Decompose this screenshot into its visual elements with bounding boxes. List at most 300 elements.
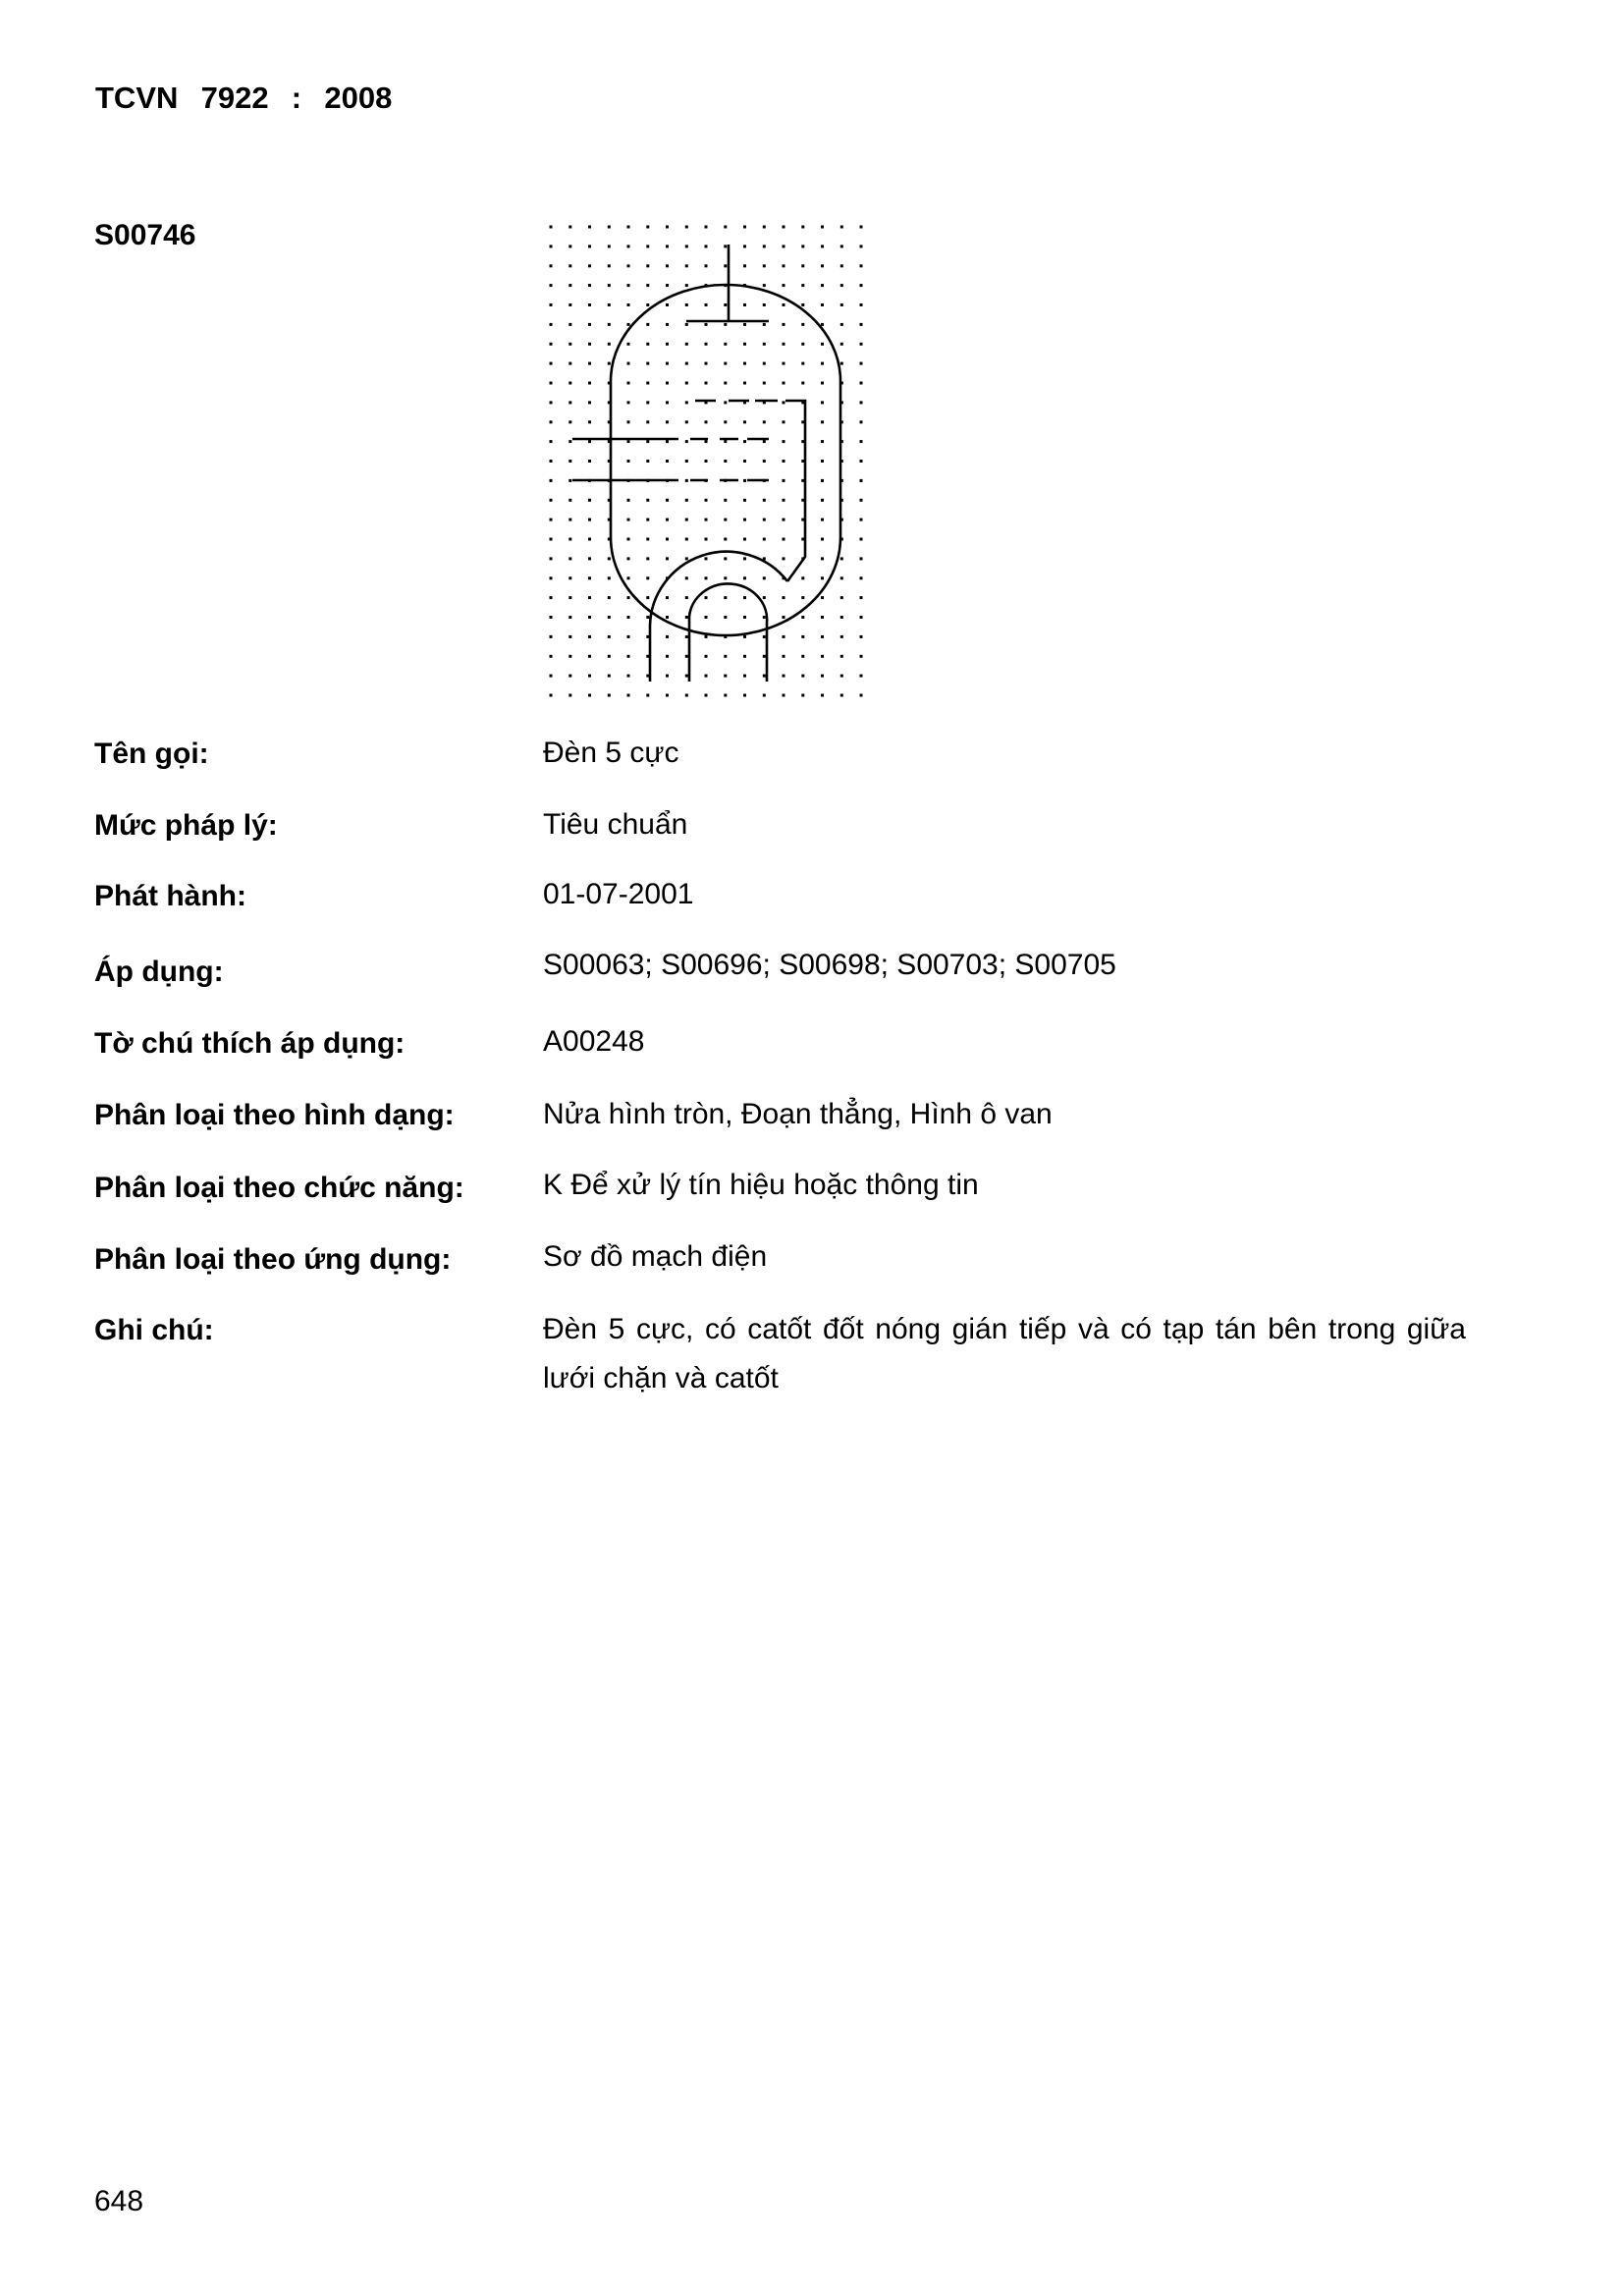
grid-dot <box>743 479 746 482</box>
grid-dot <box>666 420 669 423</box>
grid-dot <box>724 576 727 579</box>
grid-dot <box>608 245 611 247</box>
grid-dot <box>743 675 746 678</box>
grid-dot <box>608 264 611 267</box>
grid-dot <box>724 382 727 385</box>
grid-dot <box>705 323 708 326</box>
grid-dot <box>627 401 630 404</box>
grid-dot <box>666 226 669 229</box>
grid-dot <box>860 538 863 541</box>
grid-dot <box>646 226 649 229</box>
grid-dot <box>685 519 688 521</box>
grid-dot <box>860 323 863 326</box>
grid-dot <box>646 323 649 326</box>
dot-grid <box>550 226 863 697</box>
grid-dot <box>666 382 669 385</box>
label-note: Ghi chú: <box>94 1314 214 1346</box>
grid-dot <box>685 557 688 560</box>
grid-dot <box>801 245 804 247</box>
grid-dot <box>627 616 630 619</box>
grid-dot <box>743 264 746 267</box>
grid-dot <box>550 460 553 463</box>
grid-dot <box>783 460 785 463</box>
value-note <box>543 1305 1466 1403</box>
grid-dot <box>724 499 727 502</box>
grid-dot <box>685 538 688 541</box>
grid-dot <box>646 303 649 306</box>
grid-dot <box>801 576 804 579</box>
grid-dot <box>860 675 863 678</box>
grid-dot <box>801 343 804 346</box>
grid-dot <box>705 616 708 619</box>
grid-dot <box>608 303 611 306</box>
grid-dot <box>840 616 843 619</box>
grid-dot <box>666 557 669 560</box>
grid-dot <box>743 420 746 423</box>
grid-dot <box>666 519 669 521</box>
grid-dot <box>783 519 785 521</box>
grid-dot <box>705 519 708 521</box>
grid-dot <box>860 635 863 638</box>
grid-dot <box>666 675 669 678</box>
grid-dot <box>685 576 688 579</box>
grid-dot <box>840 596 843 599</box>
grid-dot <box>821 343 824 346</box>
grid-dot <box>627 382 630 385</box>
grid-dot <box>568 519 571 521</box>
grid-dot <box>588 264 591 267</box>
grid-dot <box>666 362 669 365</box>
grid-dot <box>840 655 843 658</box>
grid-dot <box>860 303 863 306</box>
grid-dot <box>743 694 746 697</box>
grid-dot <box>550 694 553 697</box>
grid-dot <box>685 635 688 638</box>
grid-dot <box>821 245 824 247</box>
grid-dot <box>763 226 766 229</box>
grid-dot <box>568 576 571 579</box>
grid-dot <box>568 245 571 247</box>
grid-dot <box>783 264 785 267</box>
grid-dot <box>705 420 708 423</box>
grid-dot <box>666 245 669 247</box>
grid-dot <box>685 303 688 306</box>
grid-dot <box>705 655 708 658</box>
grid-dot <box>685 420 688 423</box>
grid-dot <box>840 557 843 560</box>
grid-dot <box>840 264 843 267</box>
grid-dot <box>550 675 553 678</box>
grid-dot <box>821 616 824 619</box>
grid-dot <box>821 401 824 404</box>
label-name: Tên gọi: <box>94 738 209 770</box>
grid-dot <box>588 245 591 247</box>
grid-dot <box>646 538 649 541</box>
grid-dot <box>840 694 843 697</box>
grid-dot <box>743 499 746 502</box>
grid-dot <box>550 323 553 326</box>
grid-dot <box>763 519 766 521</box>
grid-dot <box>783 303 785 306</box>
grid-dot <box>685 460 688 463</box>
grid-dot <box>821 440 824 443</box>
grid-dot <box>568 343 571 346</box>
grid-dot <box>724 420 727 423</box>
value-function-class: K Để xử lý tín hiệu hoặc thông tin <box>543 1169 979 1201</box>
value-release: 01-07-2001 <box>543 878 694 910</box>
grid-dot <box>568 284 571 287</box>
grid-dot <box>588 284 591 287</box>
grid-dot <box>588 362 591 365</box>
grid-dot <box>550 303 553 306</box>
grid-dot <box>705 499 708 502</box>
grid-dot <box>763 675 766 678</box>
grid-dot <box>763 538 766 541</box>
grid-dot <box>763 460 766 463</box>
label-application-note: Tờ chú thích áp dụng: <box>94 1027 406 1060</box>
grid-dot <box>801 323 804 326</box>
grid-dot <box>568 382 571 385</box>
grid-dot <box>743 557 746 560</box>
grid-dot <box>783 362 785 365</box>
grid-dot <box>550 576 553 579</box>
grid-dot <box>821 323 824 326</box>
grid-dot <box>608 284 611 287</box>
grid-dot <box>666 616 669 619</box>
grid-dot <box>666 440 669 443</box>
grid-dot <box>801 264 804 267</box>
grid-dot <box>743 616 746 619</box>
grid-dot <box>840 635 843 638</box>
grid-dot <box>627 499 630 502</box>
grid-dot <box>685 382 688 385</box>
grid-dot <box>568 655 571 658</box>
grid-dot <box>860 420 863 423</box>
grid-dot <box>588 226 591 229</box>
grid-dot <box>568 460 571 463</box>
grid-dot <box>763 323 766 326</box>
grid-dot <box>627 264 630 267</box>
grid-dot <box>860 694 863 697</box>
grid-dot <box>666 655 669 658</box>
grid-dot <box>627 245 630 247</box>
grid-dot <box>743 382 746 385</box>
grid-dot <box>860 616 863 619</box>
grid-dot <box>588 401 591 404</box>
value-applies: S00063; S00696; S00698; S00703; S00705 <box>543 949 1116 981</box>
grid-dot <box>588 420 591 423</box>
grid-dot <box>821 362 824 365</box>
grid-dot <box>646 382 649 385</box>
grid-dot <box>821 557 824 560</box>
grid-dot <box>666 538 669 541</box>
grid-dot <box>801 362 804 365</box>
grid-dot <box>821 675 824 678</box>
grid-dot <box>840 303 843 306</box>
grid-dot <box>840 226 843 229</box>
grid-dot <box>743 362 746 365</box>
grid-dot <box>821 303 824 306</box>
grid-dot <box>705 440 708 443</box>
grid-dot <box>821 479 824 482</box>
grid-dot <box>724 226 727 229</box>
grid-dot <box>550 538 553 541</box>
grid-dot <box>550 362 553 365</box>
grid-dot <box>763 245 766 247</box>
symbol-code: S00746 <box>94 219 196 251</box>
grid-dot <box>724 440 727 443</box>
grid-dot <box>588 675 591 678</box>
grid-dot <box>763 440 766 443</box>
grid-dot <box>821 538 824 541</box>
grid-dot <box>860 226 863 229</box>
grid-dot <box>646 420 649 423</box>
grid-dot <box>646 519 649 521</box>
grid-dot <box>860 479 863 482</box>
grid-dot <box>550 616 553 619</box>
grid-dot <box>743 596 746 599</box>
grid-dot <box>783 694 785 697</box>
grid-dot <box>627 557 630 560</box>
grid-dot <box>763 694 766 697</box>
grid-dot <box>646 694 649 697</box>
grid-dot <box>801 616 804 619</box>
grid-dot <box>627 343 630 346</box>
grid-dot <box>666 284 669 287</box>
grid-dot <box>627 635 630 638</box>
grid-dot <box>646 264 649 267</box>
grid-dot <box>743 343 746 346</box>
grid-dot <box>550 440 553 443</box>
grid-dot <box>568 401 571 404</box>
grid-dot <box>840 675 843 678</box>
grid-dot <box>801 675 804 678</box>
grid-dot <box>550 557 553 560</box>
grid-dot <box>685 694 688 697</box>
grid-dot <box>627 440 630 443</box>
grid-dot <box>627 226 630 229</box>
grid-dot <box>666 303 669 306</box>
grid-dot <box>724 616 727 619</box>
grid-dot <box>646 499 649 502</box>
grid-dot <box>608 635 611 638</box>
grid-dot <box>743 245 746 247</box>
grid-dot <box>685 440 688 443</box>
grid-dot <box>743 323 746 326</box>
grid-dot <box>743 460 746 463</box>
grid-dot <box>724 519 727 521</box>
grid-dot <box>608 596 611 599</box>
grid-dot <box>588 519 591 521</box>
grid-dot <box>763 635 766 638</box>
grid-dot <box>627 460 630 463</box>
grid-dot <box>821 499 824 502</box>
grid-dot <box>724 264 727 267</box>
grid-dot <box>588 460 591 463</box>
grid-dot <box>705 557 708 560</box>
grid-dot <box>743 226 746 229</box>
grid-dot <box>646 596 649 599</box>
grid-dot <box>646 343 649 346</box>
grid-dot <box>705 264 708 267</box>
grid-dot <box>685 323 688 326</box>
label-legal-level: Mức pháp lý: <box>94 809 278 842</box>
grid-dot <box>801 655 804 658</box>
grid-dot <box>646 245 649 247</box>
grid-dot <box>783 440 785 443</box>
grid-dot <box>588 557 591 560</box>
grid-dot <box>646 460 649 463</box>
grid-dot <box>608 226 611 229</box>
grid-dot <box>821 596 824 599</box>
grid-dot <box>705 694 708 697</box>
grid-dot <box>666 264 669 267</box>
grid-dot <box>724 343 727 346</box>
grid-dot <box>588 303 591 306</box>
grid-dot <box>568 694 571 697</box>
grid-dot <box>860 362 863 365</box>
grid-dot <box>763 284 766 287</box>
grid-dot <box>724 245 727 247</box>
grid-dot <box>724 694 727 697</box>
grid-dot <box>685 596 688 599</box>
page-number: 648 <box>94 2185 144 2217</box>
grid-dot <box>821 576 824 579</box>
grid-dot <box>608 616 611 619</box>
grid-dot <box>627 323 630 326</box>
grid-dot <box>608 694 611 697</box>
grid-dot <box>724 557 727 560</box>
grid-dot <box>705 576 708 579</box>
grid-dot <box>646 284 649 287</box>
grid-dot <box>588 576 591 579</box>
grid-dot <box>840 362 843 365</box>
grid-dot <box>588 655 591 658</box>
grid-dot <box>743 538 746 541</box>
grid-dot <box>627 420 630 423</box>
grid-dot <box>840 343 843 346</box>
grid-dot <box>763 596 766 599</box>
grid-dot <box>705 538 708 541</box>
grid-dot <box>568 596 571 599</box>
grid-dot <box>705 362 708 365</box>
grid-dot <box>646 576 649 579</box>
grid-dot <box>705 245 708 247</box>
grid-dot <box>743 440 746 443</box>
grid-dot <box>627 362 630 365</box>
grid-dot <box>724 460 727 463</box>
grid-dot <box>821 694 824 697</box>
grid-dot <box>783 499 785 502</box>
grid-dot <box>840 245 843 247</box>
grid-dot <box>705 226 708 229</box>
grid-dot <box>568 420 571 423</box>
grid-dot <box>783 226 785 229</box>
label-application-class: Phân loại theo ứng dụng: <box>94 1243 452 1276</box>
grid-dot <box>801 226 804 229</box>
grid-dot <box>743 655 746 658</box>
grid-dot <box>627 303 630 306</box>
grid-dot <box>860 655 863 658</box>
grid-dot <box>783 675 785 678</box>
value-application-note: A00248 <box>543 1025 645 1058</box>
grid-dot <box>627 694 630 697</box>
grid-dot <box>646 616 649 619</box>
grid-dot <box>608 675 611 678</box>
grid-dot <box>743 519 746 521</box>
grid-dot <box>860 284 863 287</box>
grid-dot <box>685 245 688 247</box>
grid-dot <box>763 576 766 579</box>
grid-dot <box>705 635 708 638</box>
grid-dot <box>801 596 804 599</box>
grid-dot <box>840 323 843 326</box>
grid-dot <box>763 303 766 306</box>
grid-dot <box>801 694 804 697</box>
grid-dot <box>666 343 669 346</box>
grid-dot <box>646 440 649 443</box>
grid-dot <box>608 576 611 579</box>
grid-dot <box>860 576 863 579</box>
grid-dot <box>568 635 571 638</box>
grid-dot <box>821 226 824 229</box>
grid-dot <box>724 538 727 541</box>
grid-dot <box>860 382 863 385</box>
grid-dot <box>724 675 727 678</box>
grid-dot <box>627 596 630 599</box>
grid-dot <box>550 655 553 658</box>
value-shape-class: Nửa hình tròn, Đoạn thẳng, Hình ô van <box>543 1098 1053 1130</box>
grid-dot <box>724 655 727 658</box>
grid-dot <box>801 382 804 385</box>
grid-dot <box>763 499 766 502</box>
grid-dot <box>666 460 669 463</box>
grid-dot <box>550 479 553 482</box>
grid-dot <box>821 382 824 385</box>
grid-dot <box>608 655 611 658</box>
value-name: Đèn 5 cực <box>543 737 679 769</box>
label-function-class: Phân loại theo chức năng: <box>94 1172 464 1204</box>
grid-dot <box>685 675 688 678</box>
grid-dot <box>860 557 863 560</box>
grid-dot <box>821 519 824 521</box>
grid-dot <box>568 479 571 482</box>
grid-dot <box>550 382 553 385</box>
grid-dot <box>588 323 591 326</box>
grid-dot <box>685 343 688 346</box>
grid-dot <box>705 596 708 599</box>
grid-dot <box>588 382 591 385</box>
grid-dot <box>685 655 688 658</box>
standard-title: TCVN 7922 : 2008 <box>95 81 393 115</box>
grid-dot <box>685 616 688 619</box>
grid-dot <box>685 499 688 502</box>
grid-dot <box>821 460 824 463</box>
grid-dot <box>685 362 688 365</box>
grid-dot <box>860 519 863 521</box>
grid-dot <box>783 655 785 658</box>
label-applies: Áp dụng: <box>94 956 224 988</box>
note-line-2: lưới chặn và catốt <box>543 1362 779 1394</box>
grid-dot <box>550 401 553 404</box>
grid-dot <box>568 323 571 326</box>
grid-dot <box>568 226 571 229</box>
grid-dot <box>783 343 785 346</box>
grid-dot <box>705 303 708 306</box>
label-shape-class: Phân loại theo hình dạng: <box>94 1099 455 1131</box>
grid-dot <box>743 635 746 638</box>
grid-dot <box>783 245 785 247</box>
